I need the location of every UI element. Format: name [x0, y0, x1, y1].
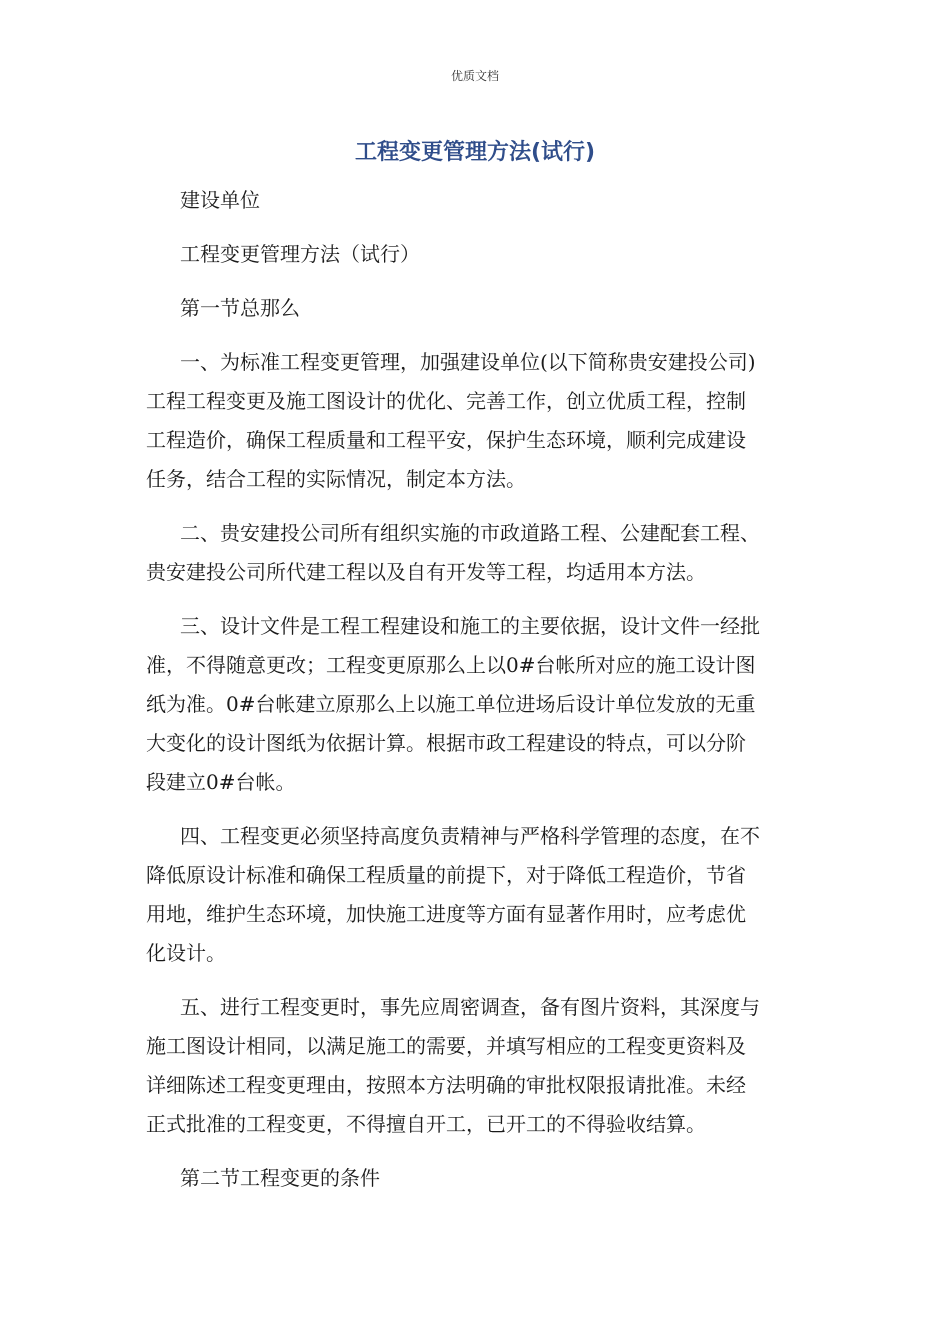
- text-line: 工程工程变更及施工图设计的优化、完善工作，创立优质工程，控制: [146, 389, 746, 413]
- text-line: 工程造价，确保工程质量和工程平安，保护生态环境，顺利完成建设: [146, 428, 746, 452]
- text-line: 第一节总那么: [180, 296, 300, 320]
- paragraph-2: [146, 514, 806, 592]
- text-line: 详细陈述工程变更理由，按照本方法明确的审批权限报请批准。未经: [146, 1073, 746, 1097]
- text-line: 正式批准的工程变更，不得擅自开工，已开工的不得验收结算。: [146, 1112, 706, 1136]
- text-line: 贵安建投公司所代建工程以及自有开发等工程，均适用本方法。: [146, 560, 706, 584]
- text-line: 准，不得随意更改；工程变更原那么上以0#台帐所对应的施工设计图: [146, 653, 756, 677]
- paragraph-5: [146, 988, 806, 1144]
- text-line: 一、为标准工程变更管理，加强建设单位(以下简称贵安建投公司): [180, 350, 756, 374]
- paragraph-3: [146, 607, 806, 802]
- text-line: 化设计。: [146, 941, 226, 965]
- text-line: 五、进行工程变更时，事先应周密调查，备有图片资料，其深度与: [180, 995, 760, 1019]
- text-line: 四、工程变更必须坚持高度负责精神与严格科学管理的态度，在不: [180, 824, 760, 848]
- section-heading-1: [146, 289, 806, 328]
- text-line: 用地，维护生态环境，加快施工进度等方面有显著作用时，应考虑优: [146, 902, 746, 926]
- document-title: 工程变更管理方法(试行): [354, 140, 596, 165]
- paragraph-unit: [146, 181, 806, 220]
- text-line: 建设单位: [180, 188, 260, 212]
- text-line: 段建立0#台帐。: [146, 770, 296, 794]
- text-line: 任务，结合工程的实际情况，制定本方法。: [146, 467, 526, 491]
- text-line: 降低原设计标准和确保工程质量的前提下，对于降低工程造价，节省: [146, 863, 746, 887]
- paragraph-4: [146, 817, 806, 973]
- paragraph-1: [146, 343, 806, 499]
- paragraph-subtitle: [146, 235, 806, 274]
- text-line: 二、贵安建投公司所有组织实施的市政道路工程、公建配套工程、: [180, 521, 760, 545]
- text-line: 第二节工程变更的条件: [180, 1166, 380, 1190]
- text-line: 大变化的设计图纸为依据计算。根据市政工程建设的特点，可以分阶: [146, 731, 746, 755]
- text-line: 施工图设计相同，以满足施工的需要，并填写相应的工程变更资料及: [146, 1034, 746, 1058]
- text-line: 纸为准。0#台帐建立原那么上以施工单位进场后设计单位发放的无重: [146, 692, 756, 716]
- text-line: 工程变更管理方法（试行）: [180, 242, 420, 266]
- page-header: 优质文档: [450, 69, 499, 83]
- section-heading-2: [146, 1159, 806, 1198]
- document-body: [146, 181, 806, 1213]
- text-line: 三、设计文件是工程工程建设和施工的主要依据，设计文件一经批: [180, 614, 760, 638]
